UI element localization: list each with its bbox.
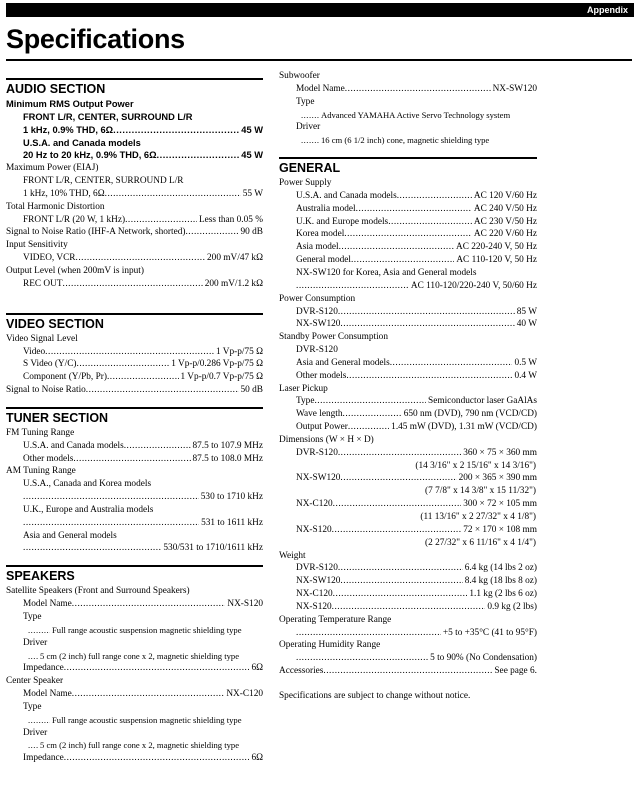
spec-heading: Power Consumption (279, 293, 356, 304)
spec-row: Impedance ..... 6Ω (6, 662, 263, 675)
speakers-section-title: SPEAKERS (6, 569, 75, 584)
spec-heading: Output Level (when 200mV is input) (6, 265, 144, 276)
spec-heading: Center Speaker (6, 676, 64, 687)
spec-row: Model Name ..... NX-SW120 (279, 83, 537, 96)
spec-heading: Subwoofer (279, 71, 320, 81)
right-column (279, 70, 537, 703)
spec-row: Accessories ..... See page 6. (279, 665, 537, 678)
spec-row: Wave length ..... 650 nm (DVD), 790 nm (VCD/CD) (279, 408, 537, 421)
spec-heading: Operating Temperature Range (279, 614, 392, 625)
spec-row: NX-S120 ..... 0.9 kg (2 lbs) (279, 601, 537, 614)
spec-row: Asia model ..... AC 220-240 V, 50 Hz (279, 241, 537, 254)
spec-subheading: Type (296, 96, 315, 107)
spec-row: 20 Hz to 20 kHz, 0.9% THD, 6Ω ..... 45 W (6, 149, 263, 162)
header-bar (6, 3, 634, 17)
spec-row: ..... 530 to 1710 kHz (6, 491, 263, 504)
spec-heading: Weight (279, 550, 306, 561)
spec-row: Asia and General models ..... 0.5 W (279, 357, 537, 370)
spec-heading: FM Tuning Range (6, 427, 75, 438)
spec-row: FRONT L/R (20 W, 1 kHz) ..... Less than 0.05 % (6, 214, 263, 227)
title-rule (6, 59, 632, 61)
spec-heading: Dimensions (W × H × D) (279, 434, 374, 445)
spec-row: Signal to Noise Ratio (IHF-A Network, shorted) ..... 90 dB (6, 226, 263, 239)
spec-row: ..... Full range acoustic suspension magnetic shielding type (6, 714, 263, 727)
page-title: Specifications (6, 24, 185, 54)
spec-row: U.S.A. and Canada models ..... 87.5 to 107.9 MHz (6, 440, 263, 453)
spec-row: U.S.A. and Canada models ..... AC 120 V/60 Hz (279, 190, 537, 203)
spec-subheading: NX-SW120 for Korea, Asia and General models (296, 267, 477, 278)
spec-subheading: DVR-S120 (296, 345, 338, 356)
spec-row: Impedance ..... 6Ω (6, 752, 263, 765)
general-section-title: GENERAL (279, 161, 341, 176)
spec-row: ..... 530/531 to 1710/1611 kHz (6, 542, 263, 555)
spec-row: DVR-S120 ..... 360 × 75 × 360 mm (279, 447, 537, 460)
spec-row: ..... 531 to 1611 kHz (6, 517, 263, 530)
spec-row: ..... +5 to +35°C (41 to 95°F) (279, 627, 537, 640)
general-rule (279, 157, 537, 159)
spec-row: REC OUT ..... 200 mV/1.2 kΩ (6, 278, 263, 291)
spec-row-inches: (11 13/16" x 2 27/32" x 4 1/8") (420, 512, 536, 522)
spec-row: 1 kHz, 0.9% THD, 6Ω ..... 45 W (6, 124, 263, 137)
spec-row: Korea model ..... AC 220 V/60 Hz (279, 228, 537, 241)
spec-heading: Power Supply (279, 178, 332, 189)
spec-heading: Input Sensitivity (6, 240, 68, 251)
spec-row: ..... Advanced YAMAHA Active Servo Technology system (279, 109, 537, 122)
spec-row: Model Name ..... NX-S120 (6, 598, 263, 611)
audio-section-title: AUDIO SECTION (6, 82, 106, 96)
spec-heading: Total Harmonic Distortion (6, 201, 105, 212)
spec-subheading: U.K., Europe and Australia models (23, 504, 154, 515)
spec-row-inches: (14 3/16" x 2 15/16" x 14 3/16") (415, 460, 536, 471)
spec-subheading: Driver (23, 637, 48, 648)
spec-heading: Maximum Power (EIAJ) (6, 163, 99, 174)
spec-heading: Satellite Speakers (Front and Surround Speakers) (6, 586, 190, 597)
spec-row: ..... Full range acoustic suspension magnetic shielding type (6, 624, 263, 637)
spec-row: NX-C120 ..... 1.1 kg (2 lbs 6 oz) (279, 588, 537, 601)
spec-row: ..... AC 110-120/220-240 V, 50/60 Hz (279, 280, 537, 293)
spec-subheading: Type (23, 701, 42, 712)
spec-row: ..... 5 to 90% (No Condensation) (279, 652, 537, 665)
audio-rule (6, 78, 263, 80)
speakers-rule (6, 565, 263, 567)
spec-subheading: Driver (23, 727, 48, 738)
tuner-section-title: TUNER SECTION (6, 410, 109, 425)
spec-heading: Laser Pickup (279, 383, 328, 394)
spec-heading: Operating Humidity Range (279, 640, 381, 651)
spec-row-inches: (7 7/8" x 14 3/8" x 15 11/32") (425, 486, 536, 497)
spec-subheading: U.S.A. and Canada models (23, 137, 141, 148)
spec-row-inches: (2 27/32" x 6 11/16" x 4 1/4") (425, 537, 536, 548)
spec-row: Output Power ..... 1.45 mW (DVD), 1.31 mW (VCD/CD) (279, 421, 537, 434)
spec-row: General model ..... AC 110-120 V, 50 Hz (279, 254, 537, 267)
spec-row: Type ..... Semiconductor laser GaAlAs (279, 395, 537, 408)
appendix-tab: Appendix (586, 5, 628, 15)
spec-row: ..... 16 cm (6 1/2 inch) cone, magnetic shielding type (279, 134, 537, 147)
spec-heading: AM Tuning Range (6, 466, 76, 477)
spec-row: Other models ..... 87.5 to 108.0 MHz (6, 453, 263, 466)
spec-row: Signal to Noise Ratio ..... 50 dB (6, 384, 263, 397)
spec-subheading: FRONT L/R, CENTER, SURROUND L/R (23, 111, 193, 122)
spec-heading: Video Signal Level (6, 333, 78, 344)
spec-row: VIDEO, VCR ..... 200 mV/47 kΩ (6, 252, 263, 265)
spec-row: NX-SW120 ..... 40 W (279, 318, 537, 331)
spec-row: Australia model ..... AC 240 V/50 Hz (279, 203, 537, 216)
spec-heading: Standby Power Consumption (279, 332, 388, 343)
spec-row: Other models ..... 0.4 W (279, 370, 537, 383)
spec-row: DVR-S120 ..... 6.4 kg (14 lbs 2 oz) (279, 562, 537, 575)
spec-row: ..... 5 cm (2 inch) full range cone x 2, magnetic shielding type (6, 739, 263, 752)
spec-row: DVR-S120 ..... 85 W (279, 306, 537, 319)
spec-subheading: FRONT L/R, CENTER, SURROUND L/R (23, 176, 184, 187)
video-rule (6, 313, 263, 315)
spec-subheading: U.S.A., Canada and Korea models (23, 479, 152, 490)
spec-heading: Minimum RMS Output Power (6, 99, 134, 109)
spec-note: Specifications are subject to change without notice. (279, 690, 471, 701)
spec-row: NX-C120 ..... 300 × 72 × 105 mm (279, 498, 537, 511)
spec-row: Video ..... 1 Vp-p/75 Ω (6, 346, 263, 359)
spec-row: ..... 5 cm (2 inch) full range cone x 2, magnetic shielding type (6, 650, 263, 663)
tuner-rule (6, 407, 263, 409)
spec-row: 1 kHz, 10% THD, 6Ω ..... 55 W (6, 188, 263, 201)
spec-subheading: Driver (296, 122, 321, 133)
video-section-title: VIDEO SECTION (6, 316, 104, 331)
spec-row: Model Name ..... NX-C120 (6, 688, 263, 701)
spec-subheading: Type (23, 612, 42, 622)
spec-row: S Video (Y/C) ..... 1 Vp-p/0.286 Vp-p/75 Ω (6, 358, 263, 371)
spec-subheading: Asia and General models (23, 530, 117, 541)
spec-row: NX-SW120 ..... 8.4 kg (18 lbs 8 oz) (279, 575, 537, 588)
spec-row: Component (Y/Pb, Pr) ..... 1 Vp-p/0.7 Vp-p/75 Ω (6, 371, 263, 384)
spec-row: NX-S120 ..... 72 × 170 × 108 mm (279, 524, 537, 537)
left-column (6, 78, 263, 765)
spec-row: U.K. and Europe models ..... AC 230 V/50 Hz (279, 216, 537, 229)
spec-row: NX-SW120 ..... 200 × 365 × 390 mm (279, 472, 537, 485)
